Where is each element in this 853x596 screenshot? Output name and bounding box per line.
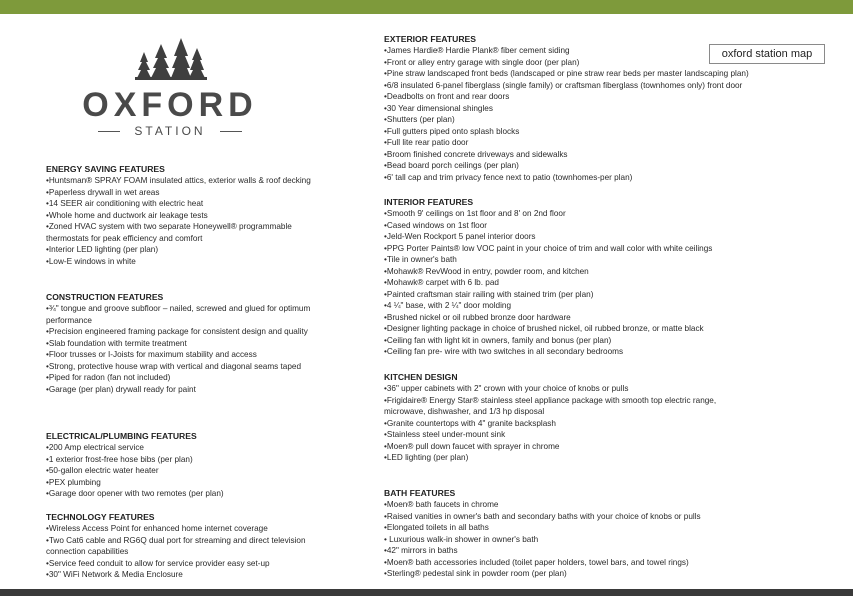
feature-item: •Broom finished concrete driveways and sidewalks bbox=[384, 149, 568, 159]
feature-item: •¾" tongue and groove subfloor – nailed, screwed and glued for optimum performance bbox=[46, 304, 311, 325]
feature-item: •6/8 insulated 6-panel fiberglass (single family) or craftsman fiberglass (townhomes only) front door bbox=[384, 80, 743, 90]
feature-item: •Sterling® pedestal sink in powder room (per plan) bbox=[384, 569, 567, 578]
energy-saving-section bbox=[46, 164, 316, 267]
feature-item: •42" mirrors in baths bbox=[384, 546, 458, 555]
feature-item: •Full gutters piped onto splash blocks bbox=[384, 126, 520, 136]
feature-item: •4 ¼" base, with 2 ¼" door molding bbox=[384, 301, 512, 310]
feature-item: •200 Amp electrical service bbox=[46, 443, 144, 452]
feature-item: •Frigidaire® Energy Star® stainless steel appliance package with smooth top electric range, bbox=[384, 395, 717, 405]
feature-item: •Moen® bath faucets in chrome bbox=[384, 500, 499, 509]
feature-item: •Wireless Access Point for enhanced home internet coverage bbox=[46, 524, 268, 533]
feature-item: •PEX plumbing bbox=[46, 477, 101, 487]
feature-item: •LED lighting (per plan) bbox=[384, 453, 469, 462]
oxford-station-logo bbox=[60, 30, 280, 142]
feature-item: •Full lite rear patio door bbox=[384, 138, 469, 147]
feature-item: •Two Cat6 cable and RG6Q dual port for streaming and direct television connection capabilities bbox=[46, 535, 306, 556]
feature-item: • Luxurious walk-in shower in owner's bath bbox=[384, 534, 539, 544]
feature-item: •36" upper cabinets with 2" crown with your choice of knobs or pulls bbox=[384, 384, 629, 393]
feature-item: •Elongated toilets in all baths bbox=[384, 523, 489, 532]
feature-item: •30" WiFi Network & Media Enclosure bbox=[46, 570, 183, 579]
feature-item: •Brushed nickel or oil rubbed bronze door hardware bbox=[384, 312, 571, 322]
feature-item: •Front or alley entry garage with single door (per plan) bbox=[384, 57, 580, 67]
brand-name: OXFORD bbox=[82, 86, 258, 124]
feature-item: •Shutters (per plan) bbox=[384, 115, 455, 124]
feature-item: •30 Year dimensional shingles bbox=[384, 103, 493, 113]
section-title: CONSTRUCTION FEATURES bbox=[46, 292, 164, 302]
feature-item: •Moen® pull down faucet with sprayer in chrome bbox=[384, 441, 560, 451]
feature-item: •Slab foundation with termite treatment bbox=[46, 338, 187, 348]
feature-item: •Garage door opener with two remotes (per plan) bbox=[46, 489, 224, 498]
feature-item: •Granite countertops with 4" granite backsplash bbox=[384, 418, 556, 428]
section-title: EXTERIOR FEATURES bbox=[384, 34, 476, 44]
exterior-section bbox=[384, 34, 824, 183]
feature-item: •14 SEER air conditioning with electric heat bbox=[46, 199, 204, 208]
feature-item: •Cased windows on 1st floor bbox=[384, 220, 487, 230]
bottom-bar bbox=[0, 589, 853, 596]
feature-item: •Service feed conduit to allow for service provider easy set-up bbox=[46, 558, 270, 568]
top-accent-bar bbox=[0, 0, 853, 14]
feature-item: •Bead board porch ceilings (per plan) bbox=[384, 161, 519, 170]
feature-item: •Ceiling fan pre- wire with two switches in all secondary bedrooms bbox=[384, 347, 624, 356]
feature-item: •Zoned HVAC system with two separate Honeywell® programmable thermostats for peak efficiency and comfort bbox=[46, 222, 292, 243]
section-title: BATH FEATURES bbox=[384, 488, 456, 498]
brand-subtitle bbox=[98, 124, 242, 138]
feature-item: •Painted craftsman stair railing with stained trim (per plan) bbox=[384, 289, 594, 299]
feature-item: •6' tall cap and trim privacy fence next to patio (townhomes-per plan) bbox=[384, 172, 633, 182]
section-title: TECHNOLOGY FEATURES bbox=[46, 512, 155, 522]
feature-item: •Paperless drywall in wet areas bbox=[46, 187, 160, 197]
feature-item: •Interior LED lighting (per plan) bbox=[46, 245, 159, 254]
map-label-box[interactable]: oxford station map bbox=[709, 44, 825, 64]
electrical-plumbing-section bbox=[46, 431, 316, 500]
feature-item: •Smooth 9' ceilings on 1st floor and 8' on 2nd floor bbox=[384, 209, 566, 218]
feature-item: •Deadbolts on front and rear doors bbox=[384, 92, 510, 101]
feature-item: •Whole home and ductwork air leakage tests bbox=[46, 210, 208, 220]
bath-section bbox=[384, 488, 824, 580]
feature-item: •Precision engineered framing package for consistent design and quality bbox=[46, 327, 308, 336]
feature-item: •Designer lighting package in choice of brushed nickel, oil rubbed bronze, or matte black bbox=[384, 324, 704, 333]
feature-item: •Mohawk® RevWood in entry, powder room, and kitchen bbox=[384, 266, 589, 276]
feature-item: •Pine straw landscaped front beds (landscaped or pine straw rear beds per master landscaping plan) bbox=[384, 69, 749, 78]
feature-item: •Moen® bath accessories included (toilet paper holders, towel bars, and towel rings) bbox=[384, 557, 689, 567]
kitchen-section bbox=[384, 372, 824, 464]
section-title: ENERGY SAVING FEATURES bbox=[46, 164, 165, 174]
divider bbox=[220, 131, 242, 132]
feature-item: •1 exterior frost-free hose bibs (per plan) bbox=[46, 454, 193, 464]
section-title: KITCHEN DESIGN bbox=[384, 372, 458, 382]
construction-section bbox=[46, 292, 316, 395]
feature-item: •Tile in owner's bath bbox=[384, 255, 457, 264]
feature-item: •Huntsman® SPRAY FOAM insulated attics, exterior walls & roof decking bbox=[46, 176, 311, 185]
feature-item: •Strong, protective house wrap with vertical and diagonal seams taped bbox=[46, 361, 302, 371]
section-title: ELECTRICAL/PLUMBING FEATURES bbox=[46, 431, 197, 441]
feature-item: •James Hardie® Hardie Plank® fiber cement siding bbox=[384, 46, 570, 55]
feature-item: •Ceiling fan with light kit in owners, family and bonus (per plan) bbox=[384, 335, 612, 345]
feature-item: •50-gallon electric water heater bbox=[46, 466, 159, 475]
feature-item: •Mohawk® carpet with 6 lb. pad bbox=[384, 278, 499, 287]
pine-trees-icon bbox=[135, 30, 207, 80]
section-title: INTERIOR FEATURES bbox=[384, 197, 474, 207]
feature-item: microwave, dishwasher, and 1/3 hp disposal bbox=[384, 407, 545, 416]
feature-item: •Jeld-Wen Rockport 5 panel interior doors bbox=[384, 232, 536, 241]
feature-item: •PPG Porter Paints® low VOC paint in your choice of trim and wall color with white ceilings bbox=[384, 243, 713, 253]
feature-item: •Floor trusses or I-Joists for maximum stability and access bbox=[46, 350, 257, 359]
interior-section bbox=[384, 197, 824, 358]
technology-section bbox=[46, 512, 316, 581]
feature-item: •Low-E windows in white bbox=[46, 256, 136, 266]
brand-sub-text: STATION bbox=[134, 124, 206, 138]
feature-item: •Stainless steel under-mount sink bbox=[384, 430, 506, 439]
feature-item: •Piped for radon (fan not included) bbox=[46, 373, 171, 382]
feature-item: •Raised vanities in owner's bath and secondary baths with your choice of knobs or pulls bbox=[384, 511, 701, 521]
feature-item: •Garage (per plan) drywall ready for paint bbox=[46, 384, 196, 394]
